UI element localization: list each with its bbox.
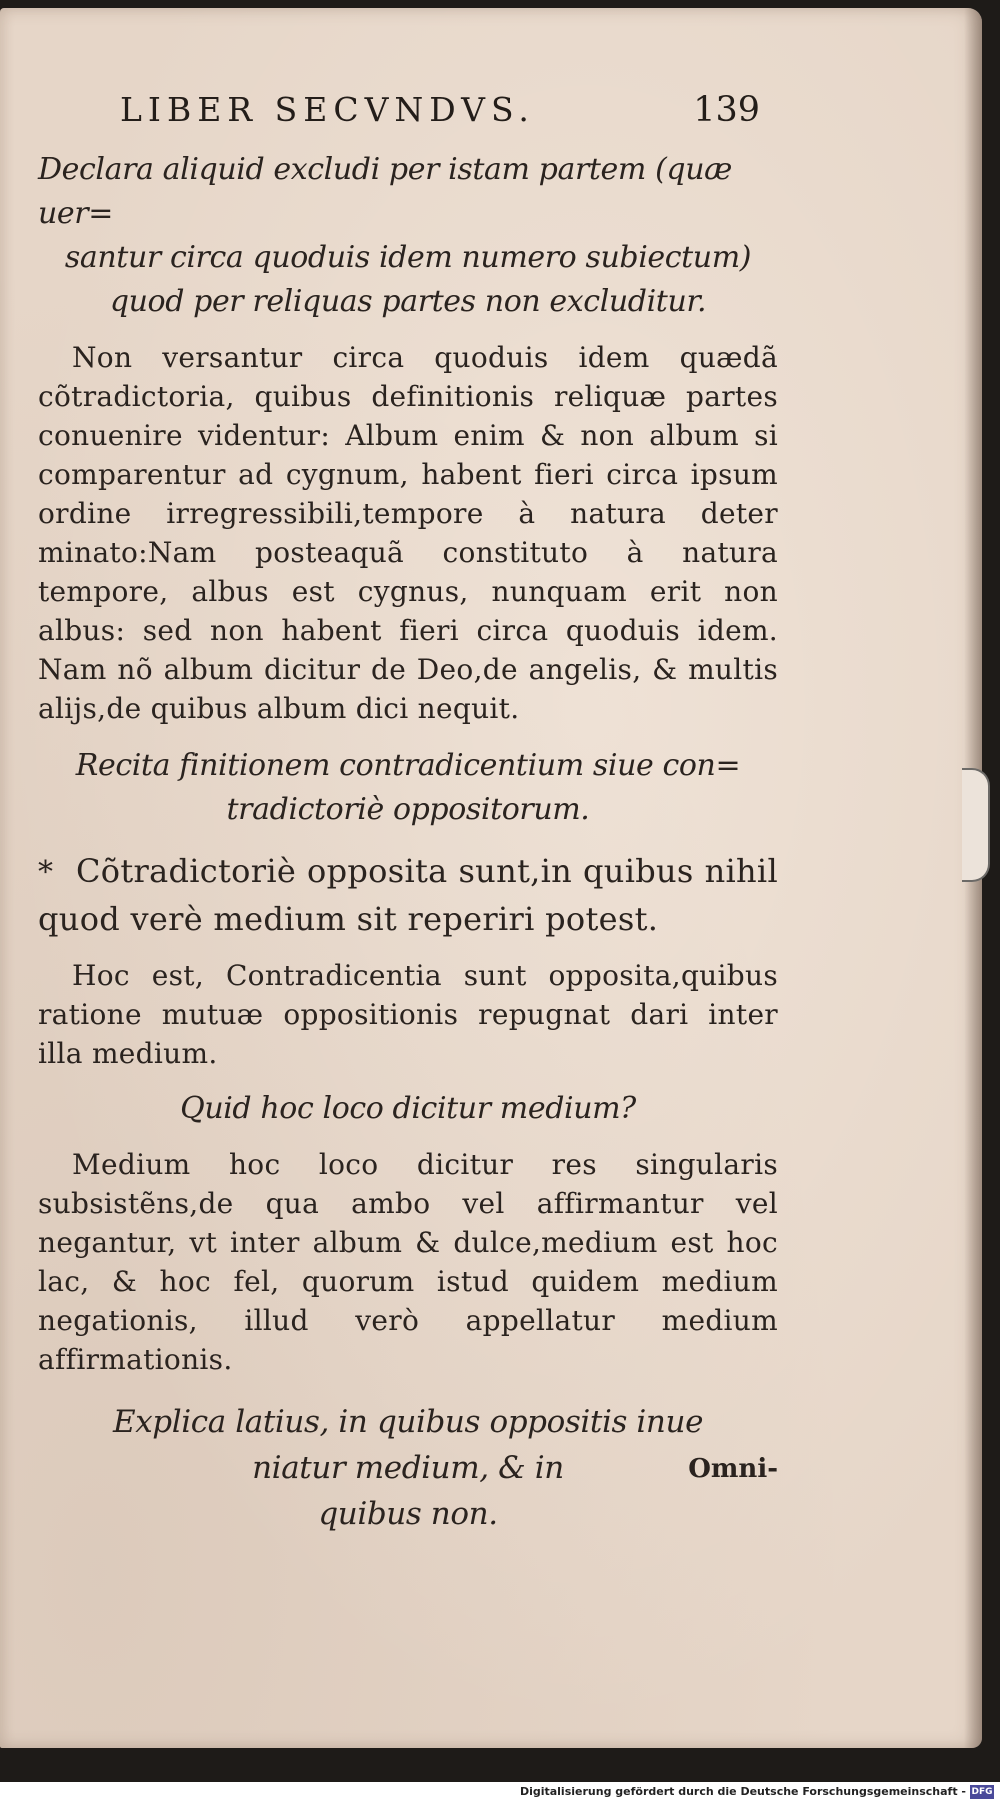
definition-paragraph [38, 848, 778, 942]
question-heading [38, 1399, 778, 1537]
question-line: quibus non. [318, 1496, 498, 1532]
question-line: Explica latius, in quibus oppositis inue [112, 1404, 704, 1440]
question-heading [38, 1087, 778, 1131]
answer-paragraph: Medium hoc loco dicitur res singularis subsistẽns,de qua ambo vel affirmantur vel negantur, vt inter album & dulce,medium est hoc lac, & hoc fel, quorum istud quidem medium negationis, illud verò appellatur medium affirmationis. [38, 1148, 778, 1376]
question-line: Recita finitionem contradicentium siue con= [75, 748, 741, 783]
question-line: tradictoriè oppositorum. [226, 792, 590, 827]
funding-credit: Digitalisierung gefördert durch die Deutsche Forschungsgemeinschaft - [519, 1785, 966, 1798]
asterisk-mark: * [38, 855, 54, 890]
page-tab [962, 768, 990, 882]
book-page [0, 8, 982, 1748]
answer-paragraph: Non versantur circa quoduis idem quædã cõtradictoria, quibus definitionis reliquæ partes conuenire videntur: Album enim & non album si comparentur ad cygnum, habent fieri circa ipsum ordine irregressibili,tempore à natura deter minato:Nam posteaquã constituto à natura tempore, albus est cygnus, nunquam erit non albus: sed non habent fieri circa quoduis idem. Nam nõ album dicitur de Deo,de angelis, & multis alijs,de quibus album dici nequit. [38, 341, 778, 725]
running-head: LIBER SECVNDVS. [120, 90, 535, 129]
question-line: quod per reliquas partes non excluditur. [109, 284, 707, 319]
catchword: Omni- [688, 1454, 778, 1484]
dfg-logo: DFG [971, 1787, 993, 1797]
question-heading [38, 744, 778, 832]
question-line: santur circa quoduis idem numero subiectum) [64, 240, 752, 275]
question-heading [38, 148, 778, 324]
question-line: Quid hoc loco dicitur medium? [180, 1091, 636, 1126]
answer-paragraph: Hoc est, Contradicentia sunt opposita,quibus ratione mutuæ oppositionis repugnat dari inter illa medium. [38, 959, 778, 1070]
question-line: Declara aliquid excludi per istam partem (quæ uer= [38, 152, 732, 231]
page-header [120, 90, 760, 138]
question-line: niatur medium, & in [252, 1450, 564, 1486]
definition-text: Cõtradictoriè opposita sunt,in quibus nihil quod verè medium sit reperiri potest. [38, 852, 778, 938]
page-body [38, 148, 778, 1537]
page-number: 139 [693, 90, 760, 130]
